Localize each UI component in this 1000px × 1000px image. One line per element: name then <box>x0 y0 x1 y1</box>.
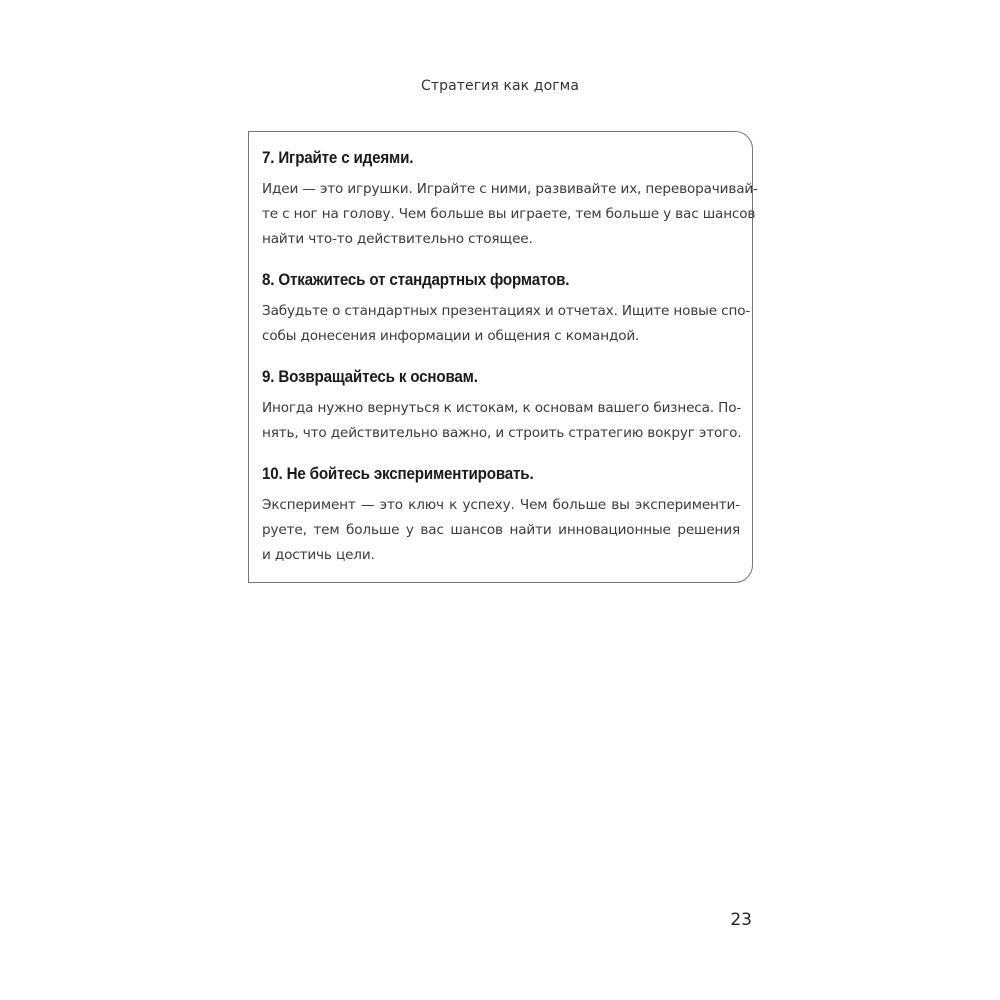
page-number: 23 <box>730 910 752 930</box>
tip-text-line: и достичь цели. <box>262 547 375 563</box>
tip-title: 8. Откажитесь от стандартных форматов. <box>262 271 570 289</box>
tip-7 <box>262 146 758 252</box>
running-header: Стратегия как догма <box>420 78 580 94</box>
tip-title: 9. Возвращайтесь к основам. <box>262 368 478 386</box>
tip-text-line: те с ног на голову. Чем больше вы играете, тем больше у вас шансов <box>262 206 756 222</box>
tip-8 <box>262 268 751 349</box>
tip-title: 7. Играйте с идеями. <box>262 149 414 167</box>
tip-9 <box>262 365 740 446</box>
tip-text-line: Забудьте о стандартных презентациях и отчетах. Ищите новые спо- <box>262 303 751 319</box>
tip-text-line: Идеи — это игрушки. Играйте с ними, развивайте их, переворачивай- <box>262 181 758 197</box>
tip-text-line: собы донесения информации и общения с командой. <box>262 328 640 344</box>
tip-text-line: найти что-то действительно стоящее. <box>262 231 533 247</box>
tip-text-line: руете, тем больше у вас шансов найти инновационные решения <box>262 522 740 538</box>
tip-text-line: Эксперимент — это ключ к успеху. Чем больше вы эксперименти- <box>262 497 740 513</box>
tip-title: 10. Не бойтесь экспериментировать. <box>262 465 534 483</box>
tip-text-line: нять, что действительно важно, и строить стратегию вокруг этого. <box>262 425 742 441</box>
tip-text-line: Иногда нужно вернуться к истокам, к основам вашего бизнеса. По- <box>262 400 742 416</box>
tip-10 <box>262 462 740 568</box>
tips-box <box>248 131 758 583</box>
